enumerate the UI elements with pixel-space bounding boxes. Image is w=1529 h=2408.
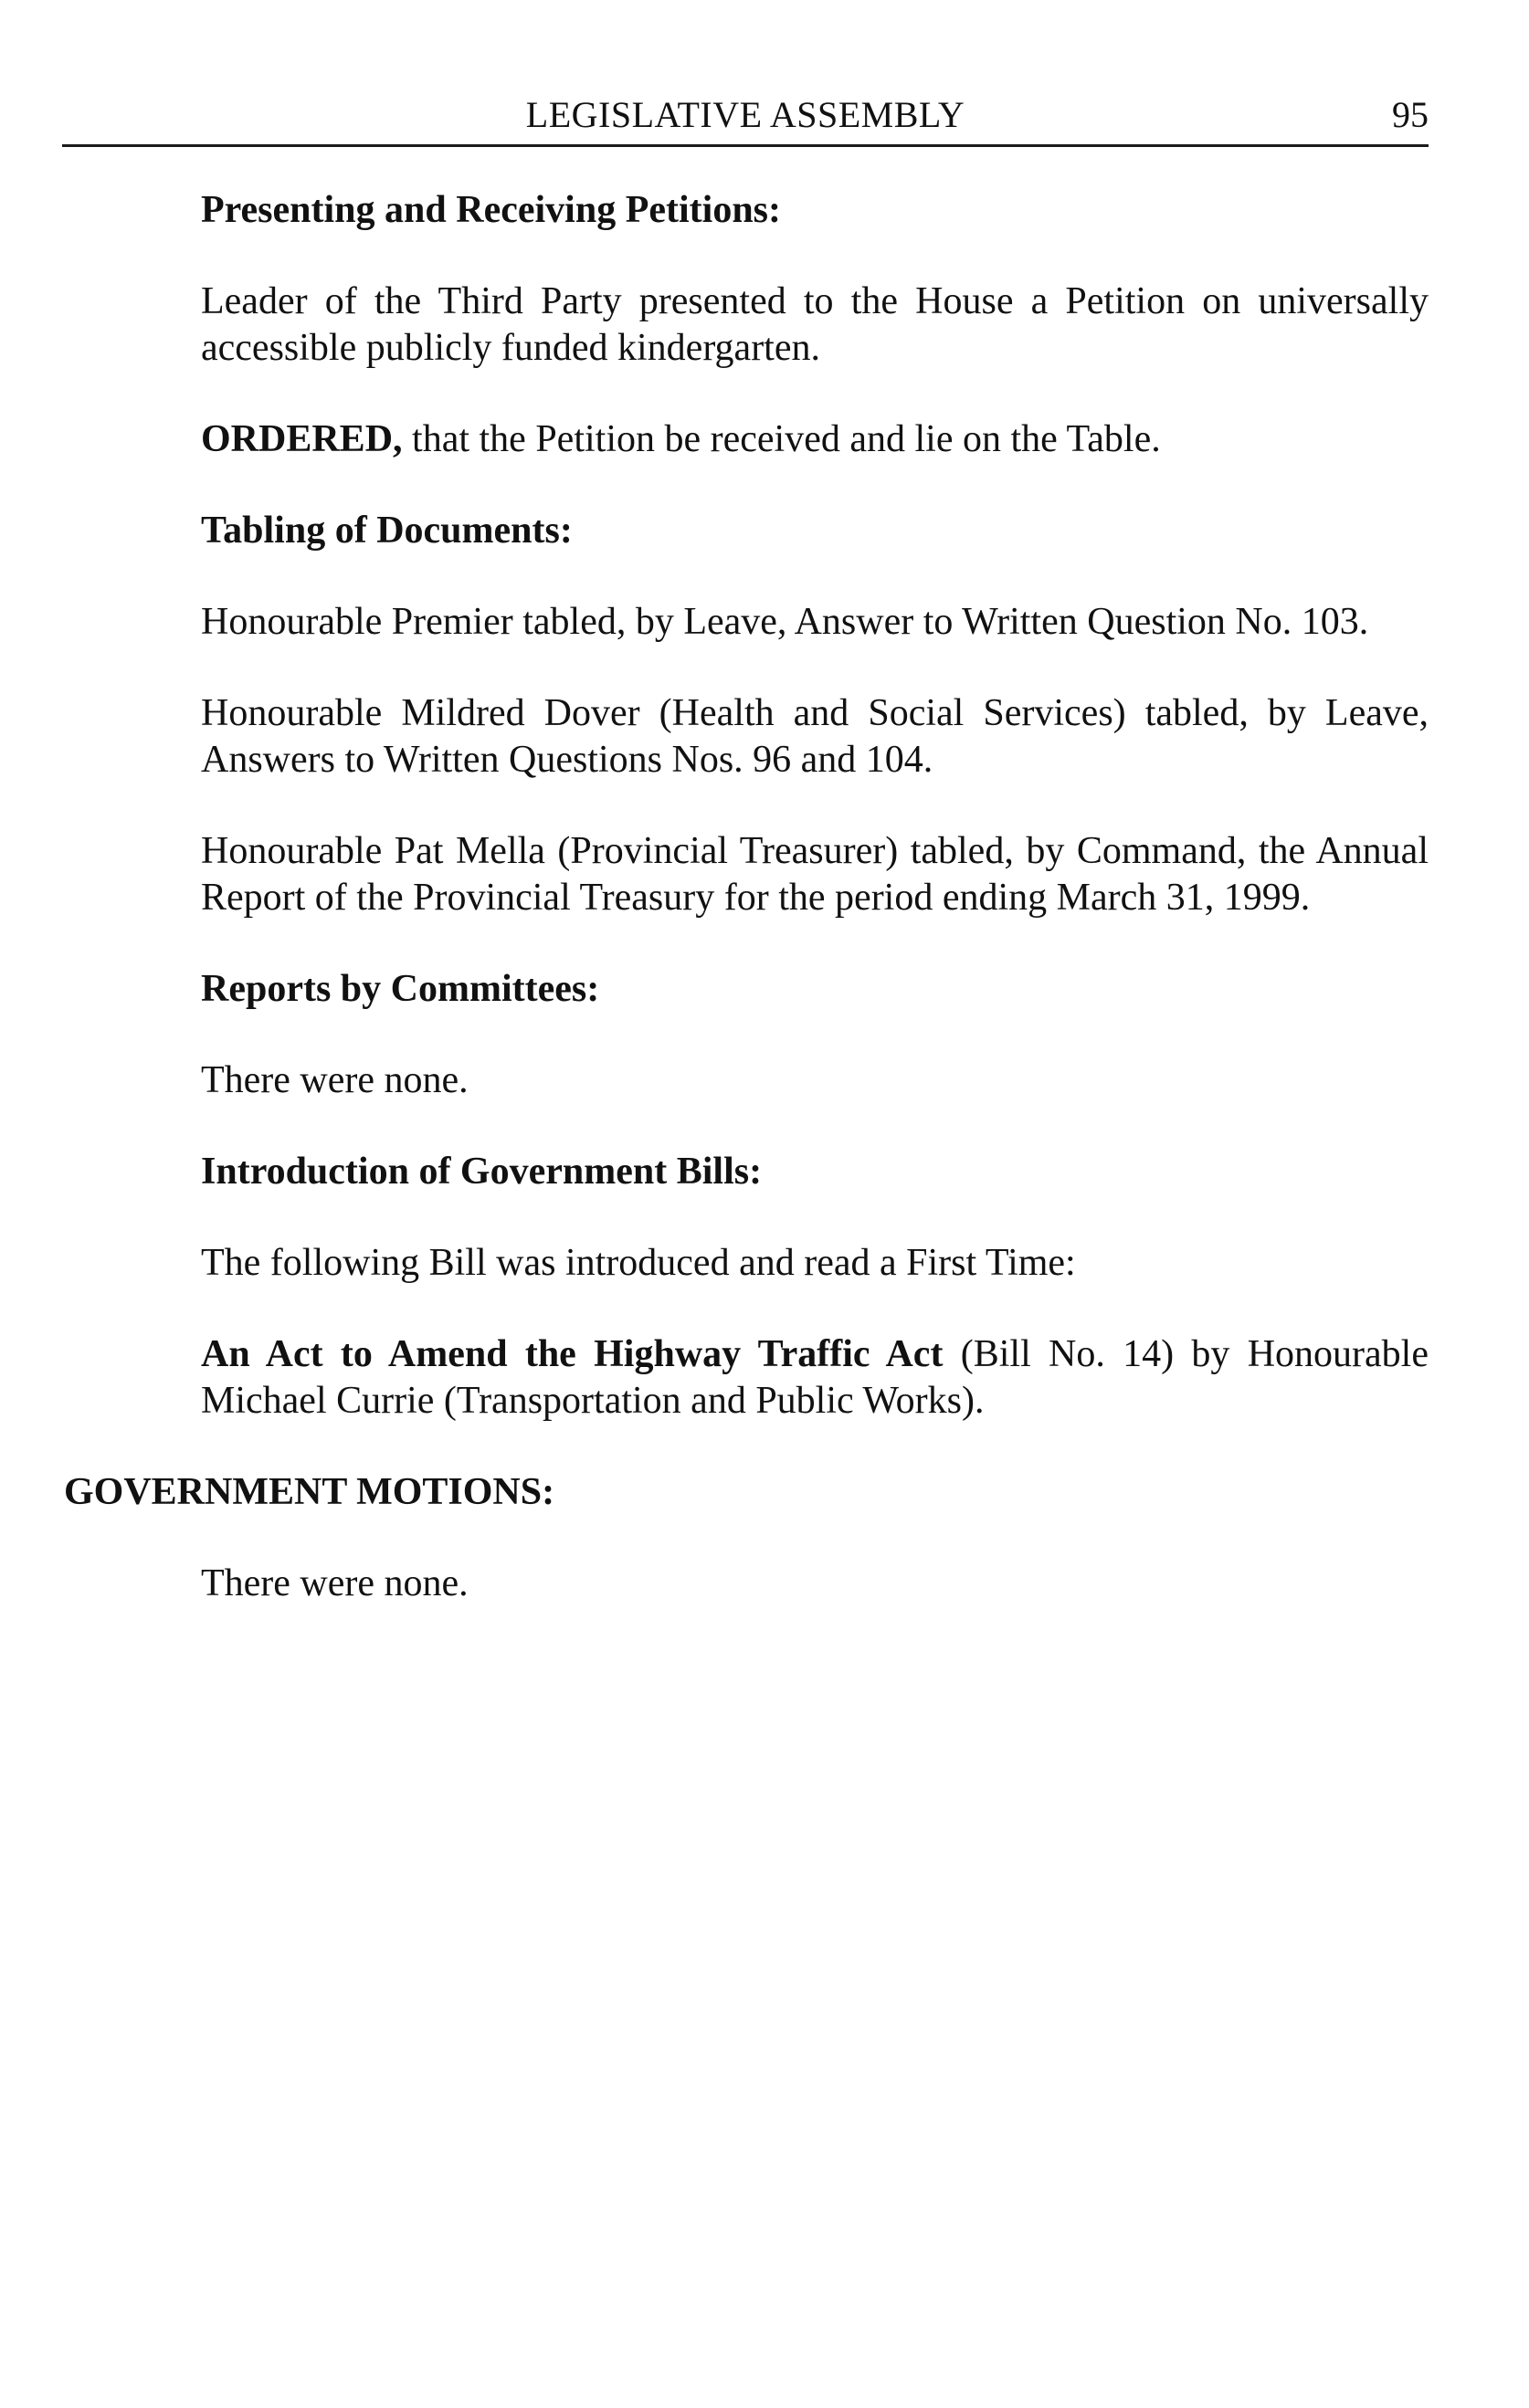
ordered-paragraph [201,416,1429,463]
header-title: LEGISLATIVE ASSEMBLY [525,94,965,135]
bill-entry [201,1331,1429,1425]
page-body [64,187,1429,1607]
page-number: 95 [1392,94,1429,135]
section-heading-petitions: Presenting and Receiving Petitions: [201,189,782,231]
bill-details: (Bill No. 14) by Honourable Michael Currie (Transportation and Public Works). [201,1333,1429,1422]
committees-text: There were none. [201,1059,469,1101]
section-heading-tabling: Tabling of Documents: [201,510,573,552]
bill-title: An Act to Amend the Highway Traffic Act [201,1333,944,1375]
tabling-item: Honourable Premier tabled, by Leave, Answer to Written Question No. 103. [201,601,1369,643]
motions-text: There were none. [201,1562,469,1604]
section-heading-committees: Reports by Committees: [201,968,600,1010]
tabling-item: Honourable Mildred Dover (Health and Social Services) tabled, by Leave, Answers to Written Questions Nos. 96 and 104. [201,692,1429,781]
ordered-text: that the Petition be received and lie on the Table. [402,418,1161,460]
page-header [62,89,1429,147]
section-heading-bills: Introduction of Government Bills: [201,1151,763,1193]
petition-paragraph: Leader of the Third Party presented to the House a Petition on universally accessible publicly funded kindergarten. [201,280,1429,369]
tabling-item: Honourable Pat Mella (Provincial Treasurer) tabled, by Command, the Annual Report of the Provincial Treasury for the period ending March 31, 1999. [201,830,1429,919]
bills-intro: The following Bill was introduced and read a First Time: [201,1242,1076,1284]
ordered-label: ORDERED, [201,418,403,460]
section-heading-motions: GOVERNMENT MOTIONS: [64,1471,555,1513]
